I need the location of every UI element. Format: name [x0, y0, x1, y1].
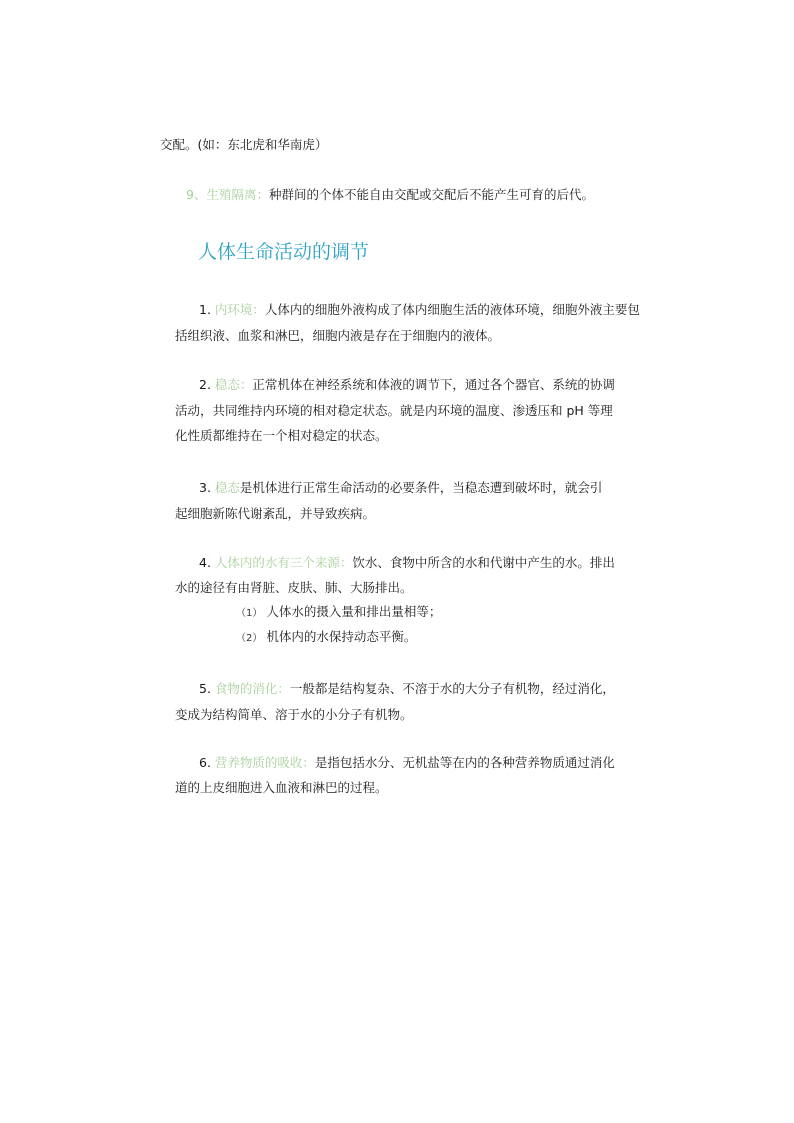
item-6-line-1 [199, 755, 615, 771]
item-9-term: 9、生殖隔离： [186, 187, 269, 202]
item-6-number: 6. [199, 755, 215, 770]
item-9 [186, 187, 594, 203]
item-4-text: 饮水、食物中所含的水和代谢中产生的水。排出 [352, 555, 615, 570]
item-2-line-3: 化性质都维持在一个相对稳定的状态。 [175, 428, 388, 443]
item-1-term: 内环境： [214, 302, 265, 317]
item-6-text: 是指包括水分、无机盐等在内的各种营养物质通过消化 [314, 755, 615, 770]
item-5-text: 一般都是结构复杂、不溶于水的大分子有机物，经过消化， [289, 681, 615, 696]
item-4-subitem-1 [236, 604, 441, 622]
subitem-1-marker: （1） [236, 608, 263, 619]
item-3-number: 3. [199, 480, 215, 495]
item-4-line-2: 水的途径有由肾脏、皮肤、肺、大肠排出。 [175, 580, 413, 595]
item-3-term: 稳态 [214, 480, 240, 495]
subitem-1-text: 人体水的摄入量和排出量相等； [266, 604, 442, 619]
item-5-line-2: 变成为结构简单、溶于水的小分子有机物。 [175, 707, 413, 722]
item-4-term: 人体内的水有三个来源： [214, 555, 353, 570]
item-4-line-1 [199, 555, 615, 571]
section-title: 人体生命活动的调节 [198, 241, 370, 263]
item-2-number: 2. [199, 377, 215, 392]
item-3-line-2: 起细胞新陈代谢紊乱，并导致疾病。 [175, 506, 376, 521]
item-3-line-1 [199, 480, 602, 496]
item-5-term: 食物的消化： [214, 681, 290, 696]
item-5-line-1 [199, 681, 615, 697]
item-5-number: 5. [199, 681, 215, 696]
item-2-line-2: 活动，共同维持内环境的相对稳定状态。就是内环境的温度、渗透压和 pH 等理 [175, 403, 613, 418]
item-9-text: 种群间的个体不能自由交配或交配后不能产生可育的后代。 [268, 187, 594, 202]
item-6-line-2: 道的上皮细胞进入血液和淋巴的过程。 [175, 780, 388, 795]
item-2-term: 稳态： [214, 377, 253, 392]
subitem-2-marker: （2） [236, 633, 263, 644]
subitem-2-text: 机体内的水保持动态平衡。 [266, 629, 417, 644]
item-4-subitem-2 [236, 629, 416, 647]
item-2-line-1 [199, 377, 615, 393]
item-1-number: 1. [199, 302, 215, 317]
item-6-term: 营养物质的吸收： [214, 755, 315, 770]
item-1-line-1 [199, 302, 640, 318]
item-3-text: 是机体进行正常生命活动的必要条件，当稳态遭到破坏时，就会引 [239, 480, 603, 495]
item-1-text: 人体内的细胞外液构成了体内细胞生活的液体环境，细胞外液主要包 [264, 302, 640, 317]
item-1-line-2: 括组织液、血浆和淋巴，细胞内液是存在于细胞内的液体。 [175, 328, 501, 343]
item-4-number: 4. [199, 555, 215, 570]
continuation-text: 交配。(如：东北虎和华南虎） [160, 137, 328, 152]
item-2-text: 正常机体在神经系统和体液的调节下，通过各个器官、系统的协调 [252, 377, 615, 392]
